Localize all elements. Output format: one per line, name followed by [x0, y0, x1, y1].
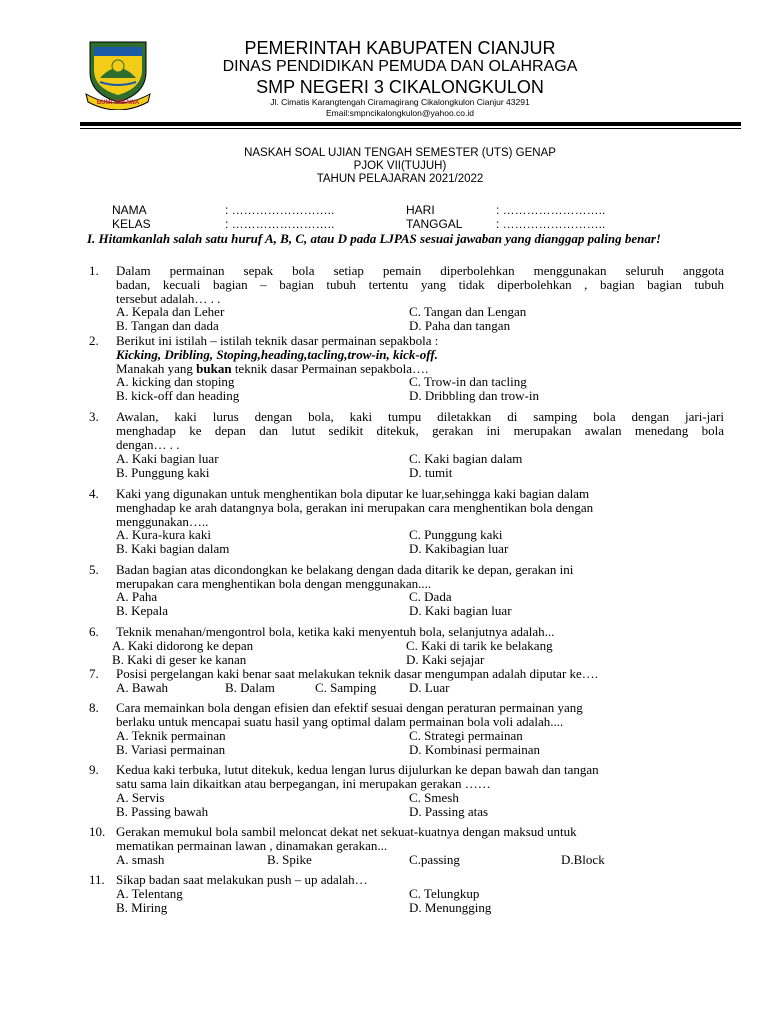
- option-d[interactable]: D. Luar: [409, 680, 450, 695]
- option-d[interactable]: D. Paha dan tangan: [409, 318, 511, 333]
- question-text: Dalam permainan sepak bola setiap pemain diperbolehkan menggunakan seluruh anggota: [116, 263, 724, 278]
- school-logo: [80, 38, 156, 110]
- school-name: SMP NEGERI 3 CIKALONGKULON: [256, 77, 544, 97]
- question-text: Cara memainkan bola dengan efisien dan efektif sesuai dengan peraturan permainan yang: [116, 700, 583, 715]
- option-d[interactable]: D. Kombinasi permainan: [409, 742, 541, 757]
- question-text: menggunakan…..: [116, 514, 209, 529]
- option-a[interactable]: A. Bawah: [116, 680, 168, 695]
- nama-value[interactable]: : ……………………..: [225, 203, 335, 217]
- question-number: 4.: [89, 486, 99, 501]
- option-b[interactable]: B. Kaki bagian dalam: [116, 541, 230, 556]
- question-text: Berikut ini istilah – istilah teknik dasar permainan sepakbola :: [116, 333, 439, 348]
- question-number: 8.: [89, 700, 99, 715]
- kelas-label: KELAS: [112, 217, 151, 231]
- question-text: Kaki yang digunakan untuk menghentikan bola diputar ke luar,sehingga kaki bagian dalam: [116, 486, 590, 501]
- option-b[interactable]: B. Miring: [116, 900, 168, 915]
- tanggal-value[interactable]: : ……………………..: [496, 217, 606, 231]
- question-text: Posisi pergelangan kaki benar saat melakukan teknik dasar mengumpan adalah diputar ke….: [116, 666, 599, 681]
- option-c[interactable]: C. Telungkup: [409, 886, 480, 901]
- option-c[interactable]: C. Kaki bagian dalam: [409, 451, 523, 466]
- option-c[interactable]: C. Strategi permainan: [409, 728, 523, 743]
- option-c[interactable]: C.passing: [409, 852, 460, 867]
- option-a[interactable]: A. Kaki didorong ke depan: [112, 638, 254, 653]
- question-text: Kedua kaki terbuka, lutut ditekuk, kedua lengan lurus dijulurkan ke depan bawah dan tangan: [116, 762, 599, 777]
- question-text: merupakan cara menghentikan bola dengan menggunakan....: [116, 576, 432, 591]
- option-a[interactable]: A. Paha: [116, 589, 158, 604]
- option-b[interactable]: B. Punggung kaki: [116, 465, 210, 480]
- option-b[interactable]: B. Variasi permainan: [116, 742, 226, 757]
- question-text: berlaku untuk mencapai suatu hasil yang optimal dalam permainan bola voli adalah....: [116, 714, 564, 729]
- option-b[interactable]: B. Kepala: [116, 603, 168, 618]
- option-c[interactable]: C. Samping: [315, 680, 377, 695]
- option-b[interactable]: B. Tangan dan dada: [116, 318, 219, 333]
- question-number: 5.: [89, 562, 99, 577]
- option-a[interactable]: A. smash: [116, 852, 165, 867]
- option-d[interactable]: D. Dribbling dan trow-in: [409, 388, 539, 403]
- question-number: 6.: [89, 624, 99, 639]
- question-number: 10.: [89, 824, 106, 839]
- option-a[interactable]: A. Kepala dan Leher: [116, 304, 225, 319]
- option-d[interactable]: D. Kaki sejajar: [406, 652, 485, 667]
- nama-label: NAMA: [112, 203, 147, 217]
- school-address: Jl. Cimatis Karangtengah Ciramagirang Cikalongkulon Cianjur 43291: [270, 97, 530, 107]
- option-c[interactable]: C. Trow-in dan tacling: [409, 374, 527, 389]
- question-text: satu sama lain dikaitkan atau berpegangan, ini merupakan gerakan ……: [116, 776, 491, 791]
- option-b[interactable]: B. Kaki di geser ke kanan: [112, 652, 247, 667]
- exam-title: NASKAH SOAL UJIAN TENGAH SEMESTER (UTS) GENAP: [244, 147, 556, 159]
- question-number: 1.: [89, 263, 99, 278]
- header-divider-thin: [80, 128, 741, 129]
- question-number: 11.: [89, 872, 105, 887]
- option-b[interactable]: B. Passing bawah: [116, 804, 209, 819]
- question-text: Awalan, kaki lurus dengan bola, kaki tumpu diletakkan di samping bola dengan jari-jari: [116, 409, 724, 424]
- option-d[interactable]: D.Block: [561, 852, 605, 867]
- option-d[interactable]: D. Passing atas: [409, 804, 489, 819]
- header-divider-thick: [80, 122, 741, 126]
- government-title: PEMERINTAH KABUPATEN CIANJUR: [244, 38, 556, 58]
- hari-label: HARI: [406, 203, 435, 217]
- option-a[interactable]: A. Telentang: [116, 886, 183, 901]
- option-b[interactable]: B. kick-off dan heading: [116, 388, 240, 403]
- option-d[interactable]: D. Kaki bagian luar: [409, 603, 512, 618]
- question-number: 9.: [89, 762, 99, 777]
- school-email: Email:smpncikalongkulon@yahoo.co.id: [325, 108, 474, 118]
- option-c[interactable]: C. Kaki di tarik ke belakang: [406, 638, 553, 653]
- question-number: 3.: [89, 409, 99, 424]
- option-d[interactable]: D. Menungging: [409, 900, 492, 915]
- option-b[interactable]: B. Spike: [267, 852, 312, 867]
- option-a[interactable]: A. kicking dan stoping: [116, 374, 235, 389]
- option-a[interactable]: A. Teknik permainan: [116, 728, 226, 743]
- question-number: 2.: [89, 333, 99, 348]
- question-text: Sikap badan saat melakukan push – up adalah…: [116, 872, 368, 887]
- instruction: I. Hitamkanlah salah satu huruf A, B, C, atau D pada LJPAS sesuai jawaban yang dianggap paling benar!: [87, 231, 661, 246]
- question-text: Gerakan memukul bola sambil meloncat dekat net sekuat-kuatnya dengan maksud untuk: [116, 824, 577, 839]
- option-d[interactable]: D. Kakibagian luar: [409, 541, 509, 556]
- question-text: dengan… . .: [116, 437, 180, 452]
- tanggal-label: TANGGAL: [406, 217, 463, 231]
- question-number: 7.: [89, 666, 99, 681]
- option-c[interactable]: C. Punggung kaki: [409, 527, 503, 542]
- question-text: menghadap ke depan dan lutut sedikit ditekuk, gerakan ini merupakan awalan menedang bola: [116, 423, 724, 438]
- question-text: tersebut adalah… . .: [116, 291, 221, 306]
- exam-subject: PJOK VII(TUJUH): [353, 160, 447, 172]
- option-b[interactable]: B. Dalam: [225, 680, 275, 695]
- hari-value[interactable]: : ……………………..: [496, 203, 606, 217]
- option-c[interactable]: C. Dada: [409, 589, 452, 604]
- option-c[interactable]: C. Smesh: [409, 790, 459, 805]
- question-text: mematikan permainan lawan , dinamakan gerakan...: [116, 838, 388, 853]
- question-text: menghadap ke arah datangnya bola, gerakan ini merupakan cara menghentikan bola dengan: [116, 500, 594, 515]
- question-text: Manakah yang bukan teknik dasar Permainan sepakbola….: [116, 361, 429, 376]
- question-text: Teknik menahan/mengontrol bola, ketika kaki menyentuh bola, selanjutnya adalah...: [116, 624, 555, 639]
- option-a[interactable]: A. Kaki bagian luar: [116, 451, 219, 466]
- kelas-value[interactable]: : ……………………..: [225, 217, 335, 231]
- option-a[interactable]: A. Kura-kura kaki: [116, 527, 211, 542]
- option-d[interactable]: D. tumit: [409, 465, 453, 480]
- department-title: DINAS PENDIDIKAN PEMUDA DAN OLAHRAGA: [222, 58, 578, 75]
- svg-text:BUMI WIBAWA: BUMI WIBAWA: [96, 100, 140, 106]
- question-text: Badan bagian atas dicondongkan ke belakang dengan dada ditarik ke depan, gerakan ini: [116, 562, 574, 577]
- option-a[interactable]: A. Servis: [116, 790, 165, 805]
- option-c[interactable]: C. Tangan dan Lengan: [409, 304, 527, 319]
- question-terms: Kicking, Dribling, Stoping,heading,tacling,trow-in, kick-off.: [116, 347, 438, 362]
- exam-year: TAHUN PELAJARAN 2021/2022: [316, 173, 484, 185]
- question-text: badan, kecuali bagian – bagian tubuh tertentu yang tidak diperbolehkan , bagian bagian tubuh: [116, 277, 724, 292]
